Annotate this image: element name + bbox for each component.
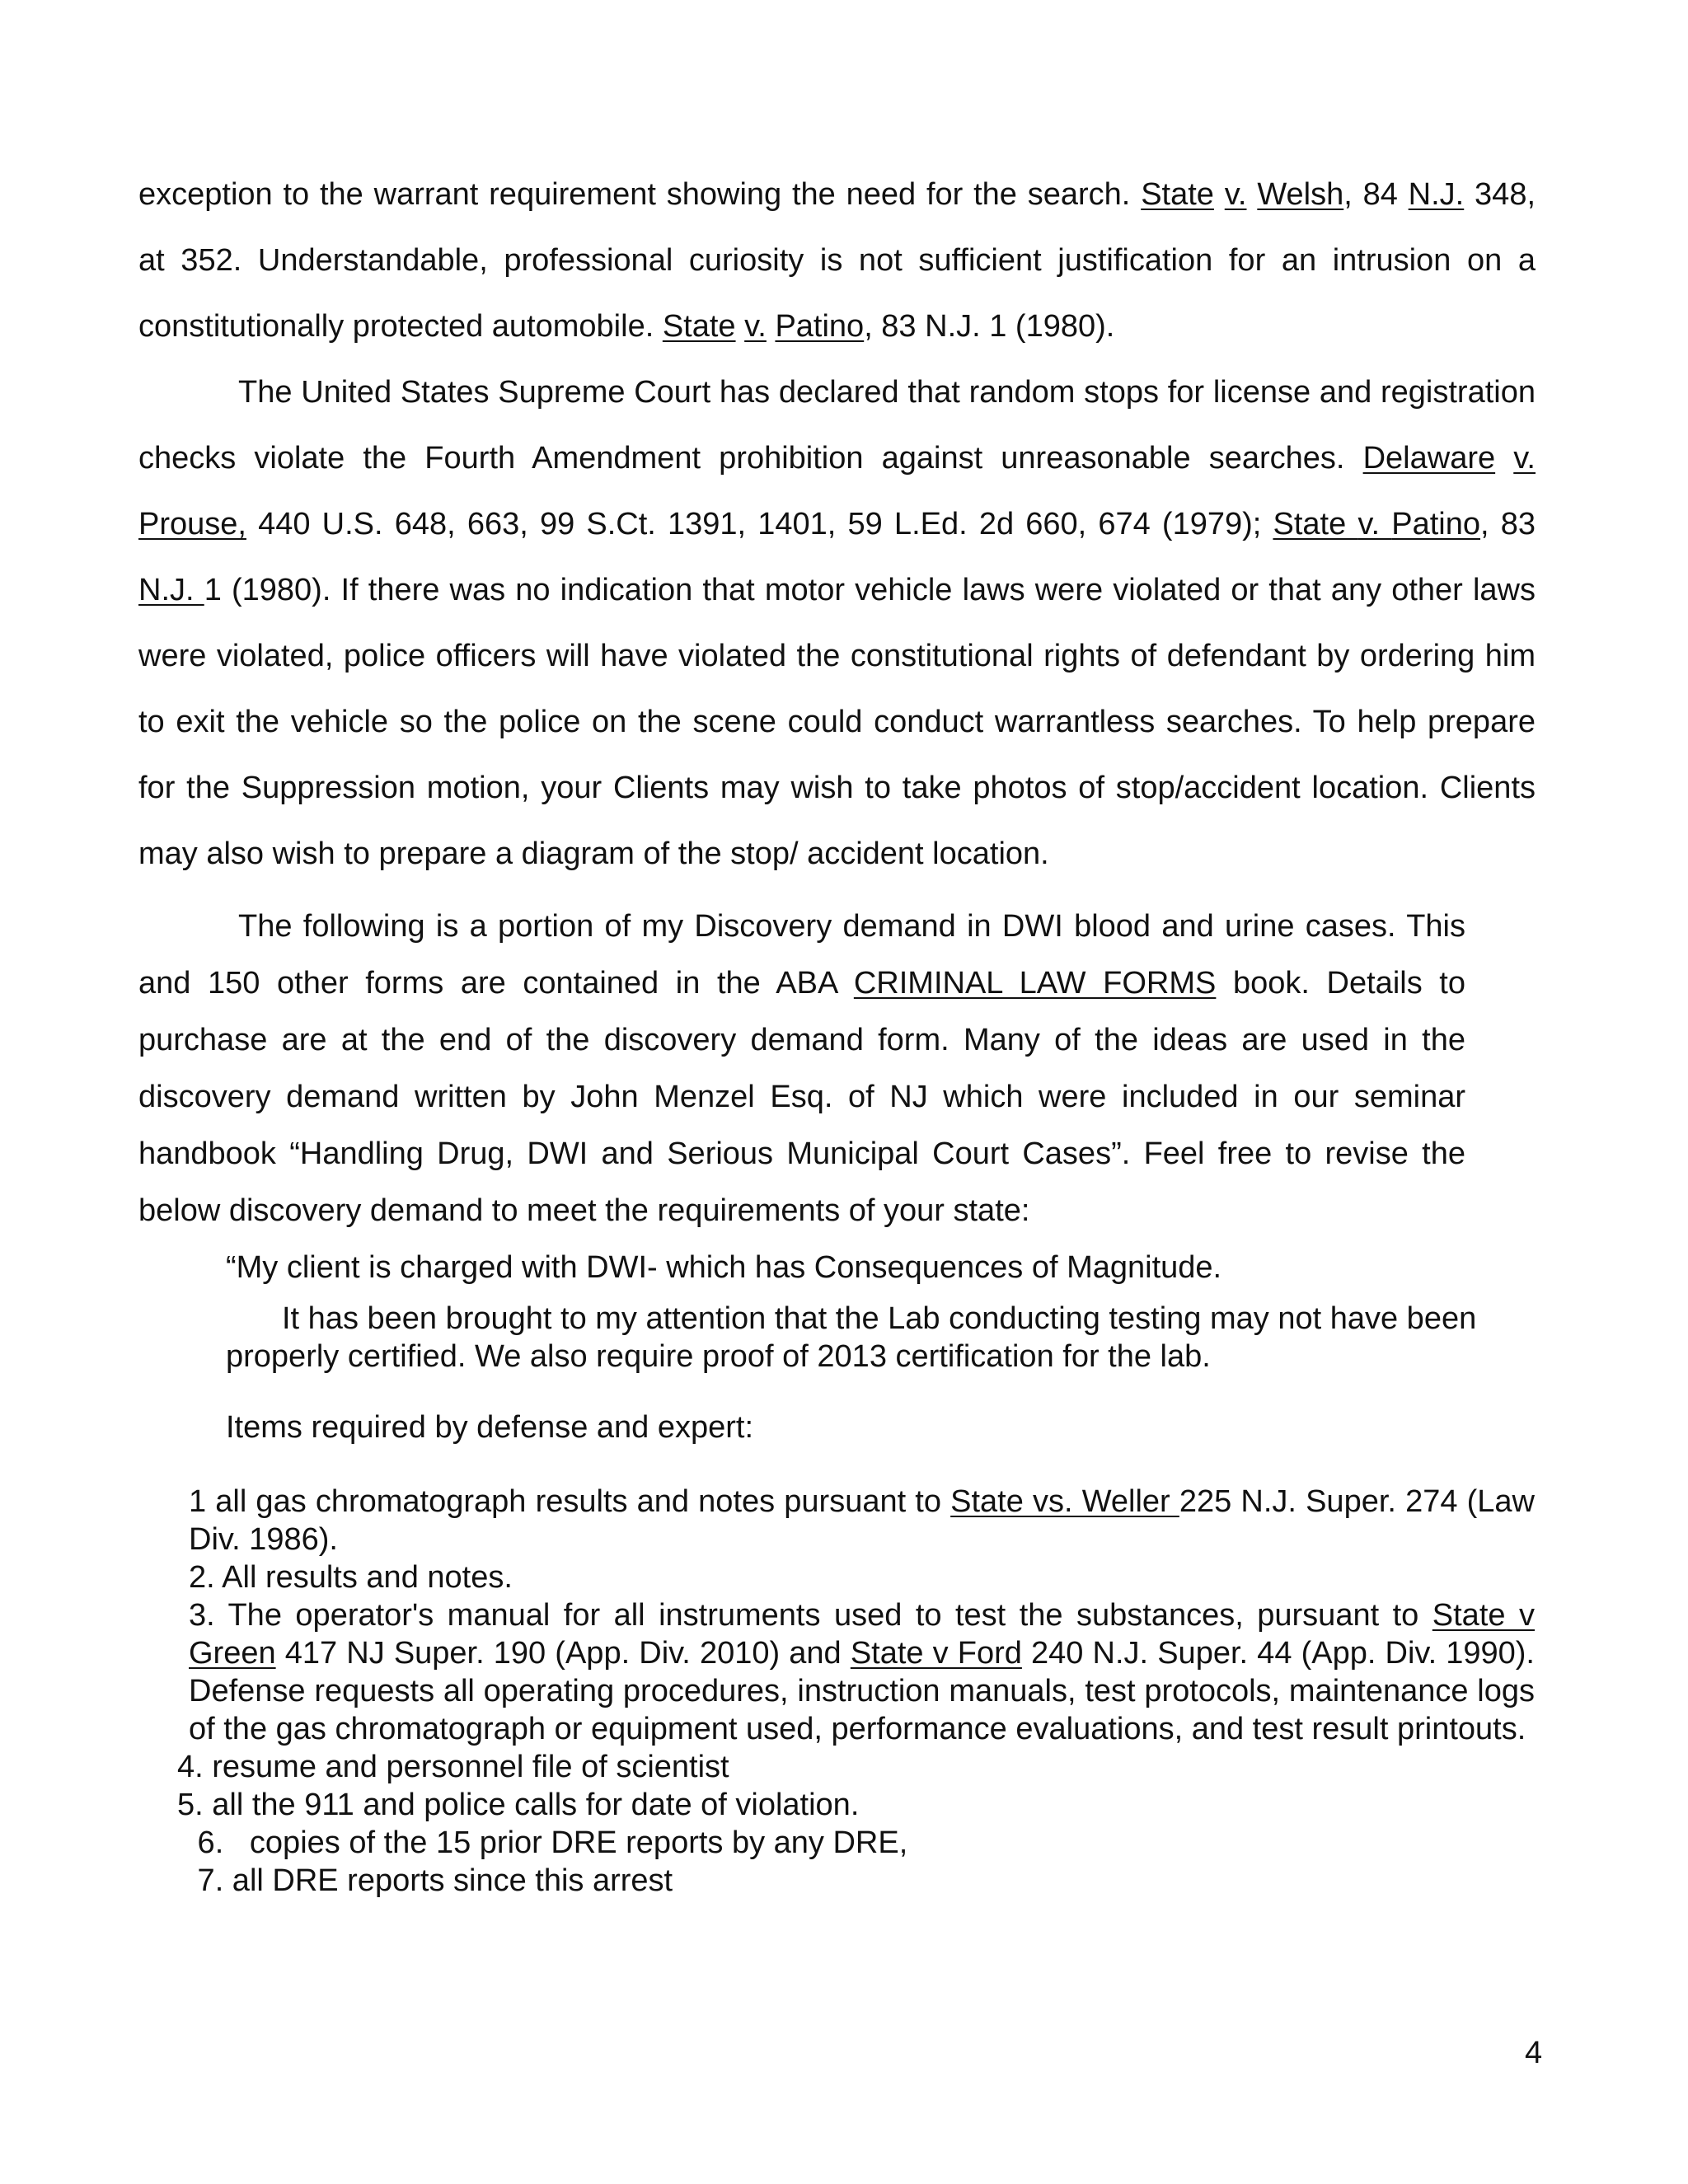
case-name: Welsh	[1257, 177, 1344, 212]
text: exception to the warrant requirement showing the need for the search.	[138, 177, 1142, 212]
case-name: State v Green	[189, 1598, 1535, 1671]
text: 240 N.J. Super. 44 (App. Div. 1990). Defense requests all operating procedures, instruction manuals, test protocols, maintenance logs of the gas chromatograph or equipment used, performance evaluations, and test result printouts.	[189, 1636, 1535, 1746]
list-item: 5. all the 911 and police calls for date of violation.	[177, 1788, 860, 1822]
case-name: State vs. Weller	[950, 1484, 1179, 1519]
quote-line: It has been brought to my attention that the Lab conducting testing may not have been properly certified. We also require proof of 2013 certification for the lab.	[226, 1301, 1477, 1374]
text: 440 U.S. 648, 663, 99 S.Ct. 1391, 1401, 59 L.Ed. 2d 660, 674 (1979);	[246, 507, 1273, 541]
case-name: State	[662, 309, 736, 344]
items-list	[177, 1483, 1535, 1900]
list-item: 2. All results and notes.	[189, 1560, 513, 1595]
page-number: 4	[1525, 2036, 1543, 2070]
discovery-quote	[226, 1240, 1536, 1446]
text: , 84	[1343, 177, 1409, 212]
case-versus: v.	[1513, 441, 1536, 476]
quote-line: “My client is charged with DWI- which has Consequences of Magnitude.	[226, 1250, 1222, 1285]
case-name: Patino	[1391, 507, 1481, 541]
text: The United States Supreme Court has declared that random stops for license and registration checks violate the Fourth Amendment prohibition against unreasonable searches.	[138, 375, 1536, 476]
case-name: State	[1141, 177, 1214, 212]
case-name: State	[1273, 507, 1358, 541]
text: 225 N.J. Super. 274 (Law Div. 1986).	[189, 1484, 1535, 1557]
list-item: 6. copies of the 15 prior DRE reports by any DRE,	[189, 1825, 908, 1860]
case-name: State v Ford	[850, 1636, 1022, 1671]
paragraph-discovery-intro	[138, 898, 1465, 1240]
text: , 83 N.J. 1 (1980).	[864, 309, 1115, 344]
text: The following is a portion of my Discovery demand in DWI blood and urine cases. This and 150 other forms are contained in the ABA	[138, 909, 1465, 1001]
paragraph-supreme-court	[138, 359, 1536, 887]
case-versus: v.	[744, 309, 767, 344]
book-title: CRIMINAL LAW FORMS	[853, 966, 1217, 1001]
reporter: N.J.	[138, 573, 204, 607]
case-name: Patino	[775, 309, 865, 344]
text: , 83	[1480, 507, 1536, 541]
case-name: Prouse,	[138, 507, 246, 541]
text: 1 (1980). If there was no indication that motor vehicle laws were violated or that any other laws were violated, police officers will have violated the constitutional rights of defendant by ordering him to exit the vehicle so the police on the scene could conduct warrantless searches. To help prepare for the Suppression motion, your Clients may wish to take photos of stop/accident location. Clients may also wish to prepare a diagram of the stop/ accident location.	[138, 573, 1536, 871]
case-versus: v.	[1357, 507, 1392, 541]
paragraph-warrant-exception	[138, 162, 1536, 359]
document-page	[138, 162, 1536, 1900]
list-item: 7. all DRE reports since this arrest	[189, 1863, 673, 1898]
text: 1 all gas chromatograph results and notes pursuant to	[189, 1484, 951, 1519]
list-item: 4. resume and personnel file of scientist	[177, 1750, 729, 1784]
case-name: Delaware	[1362, 441, 1496, 476]
text: 417 NJ Super. 190 (App. Div. 2010) and	[275, 1636, 851, 1671]
list-item	[189, 1483, 1535, 1558]
case-versus: v.	[1224, 177, 1247, 212]
list-item	[189, 1596, 1535, 1748]
reporter: N.J.	[1408, 177, 1465, 212]
text: book. Details to purchase are at the end of the discovery demand form. Many of the ideas are used in the discovery demand written by John Menzel Esq. of NJ which were included in our seminar handbook “Handling Drug, DWI and Serious Municipal Court Cases”. Feel free to revise the below discovery demand to meet the requirements of your state:	[138, 966, 1465, 1228]
quote-line: Items required by defense and expert:	[226, 1410, 754, 1445]
text: 348, at 352. Understandable, professional curiosity is not sufficient justification for an intrusion on a constitutionally protected automobile.	[138, 177, 1536, 344]
text: 3. The operator's manual for all instruments used to test the substances, pursuant to	[189, 1598, 1432, 1633]
